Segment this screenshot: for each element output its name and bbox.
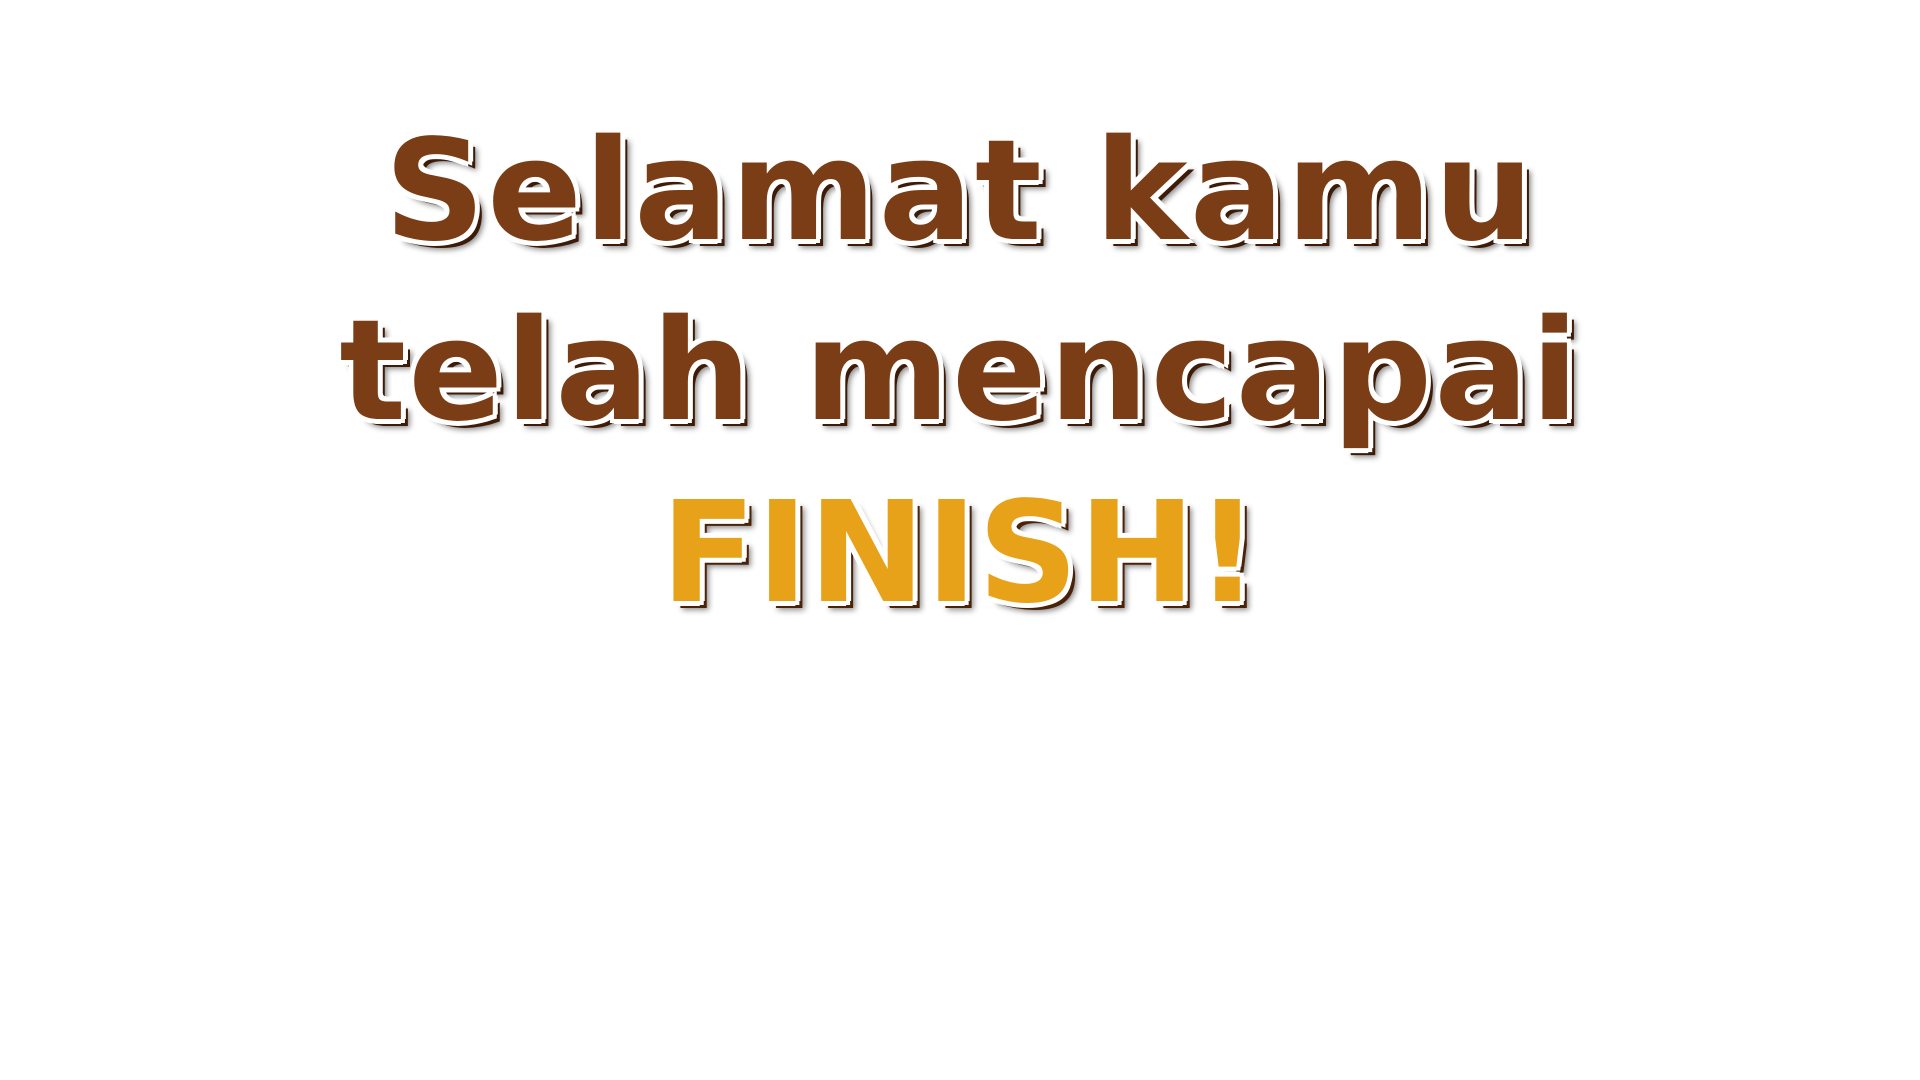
finish-highlight-text: FINISH! <box>660 472 1260 635</box>
message-line-congratulations: Selamat kamu <box>384 110 1536 273</box>
completion-message <box>0 110 1920 635</box>
message-line-reached: telah mencapai <box>339 290 1581 453</box>
